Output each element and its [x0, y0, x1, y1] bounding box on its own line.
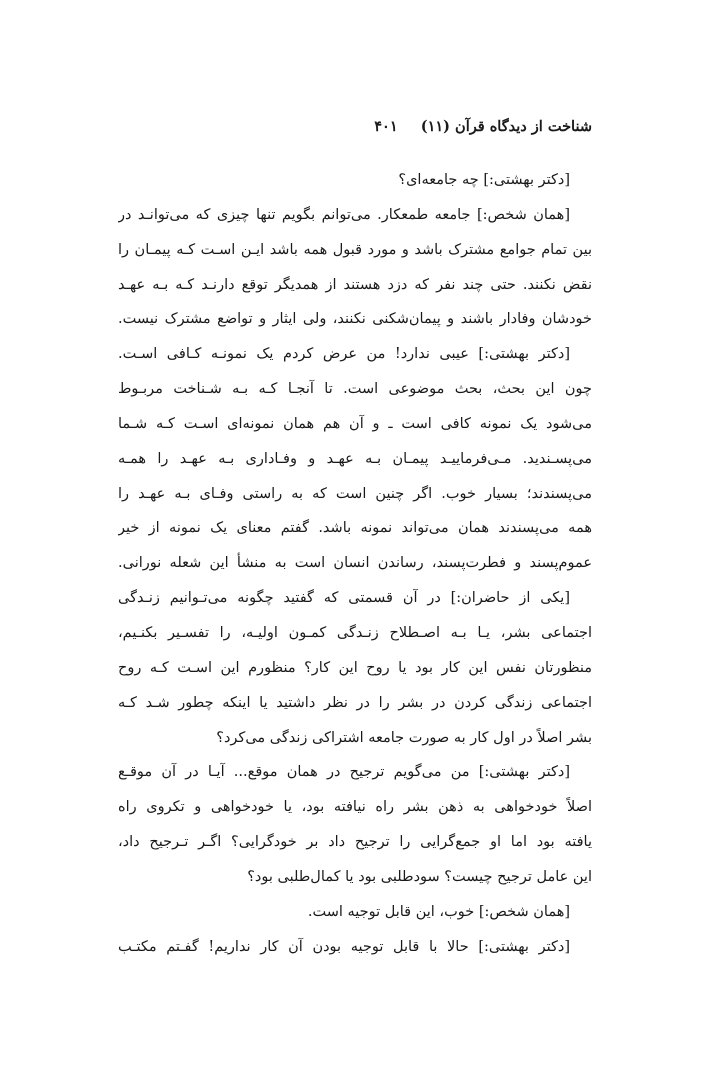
text-line: خودشان وفادار باشند و پیمان‌شکنی نکنند، ولی ایثار و تواضع مشترک نیست. [118, 311, 592, 328]
text-line: نقض نکنند. حتی چند نفر که دزد هستند از همدیگر توقع دارنـد کـه بـه عهـد [118, 276, 592, 293]
text-line: می‌شود یک نمونه کافی است ـ و آن هم همان نمونه‌ای اسـت کـه شـما [118, 415, 592, 432]
text-line: اجتماعی بشر، یـا بـه اصـطلاح زنـدگی کمـون اولیـه، را تفسـیر بکنـیم، [118, 624, 592, 641]
text-line: [دکتر بهشتی:] عیبی ندارد! من عرض کردم یک نمونـه کـافی اسـت. [118, 346, 570, 363]
text-line: یافته بود اما او جمع‌گرایی را ترجیح داد بر خودگرایی؟ اگـر تـرجیح داد، [118, 834, 592, 851]
text-line: می‌پسـندید. مـی‌فرماییـد پیمـان بـه عهـد و وفـاداری بـه عهـد را همـه [118, 450, 592, 467]
text-line: عموم‌پسند و فطرت‌پسند، رساندن انسان است به منشأ این شعله نورانی. [118, 555, 592, 572]
page-number: ۴۰۱ [374, 118, 398, 135]
text-line: اجتماعی زندگی کردن در بشر را در نظر داشتید یا اینکه چطور شـد کـه [118, 694, 592, 711]
text-line: [دکتر بهشتی:] من می‌گویم ترجیح در همان موقع... آیـا در آن موقـع [118, 764, 570, 781]
text-line: بشر اصلاً در اول کار به صورت جامعه اشتراکی زندگی می‌کرد؟ [216, 729, 592, 746]
text-line: [یکی از حاضران:] در آن قسمتی که گفتید چگونه می‌تـوانیم زنـدگی [118, 590, 570, 607]
text-line: [دکتر بهشتی:] چه جامعه‌ای؟ [398, 172, 570, 188]
text-line: [دکتر بهشتی:] حالا با قابل توجیه بودن آن کار نداریم! گفـتم مکتـب [118, 938, 570, 955]
text-line: چون این بحث، بحث موضوعی است. تا آنجـا کـه بـه شـناخت مربـوط [118, 381, 592, 398]
page-header [118, 118, 592, 144]
text-line: می‌پسندند؛ بسیار خوب. اگر چنین است که به راستی وفـای بـه عهـد را [118, 485, 592, 502]
body-text [118, 163, 592, 964]
text-line: همه می‌پسندند همان می‌تواند نمونه باشد. گفتم معنای یک نمونه از خیر [118, 520, 592, 537]
running-title: شناخت از دیدگاه قرآن (۱۱) [420, 118, 592, 135]
text-line: [همان شخص:] جامعه طمعکار. می‌توانم بگویم تنها چیزی که می‌توانـد در [118, 206, 570, 223]
text-line: [همان شخص:] خوب، این قابل توجیه است. [307, 903, 570, 920]
text-line: بین تمام جوامع مشترک باشد و مورد قبول همه باشد ایـن اسـت کـه پیمـان را [118, 241, 592, 258]
text-line: این عامل ترجیح چیست؟ سودطلبی بود یا کمال‌طلبی بود؟ [247, 868, 592, 885]
text-line: اصلاً خودخواهی به ذهن بشر راه نیافته بود، یا خودخواهی و تکروی راه [118, 799, 592, 816]
text-line: منظورتان نفس این کار بود یا روح این کار؟ منظورم این اسـت کـه روح [118, 659, 592, 676]
